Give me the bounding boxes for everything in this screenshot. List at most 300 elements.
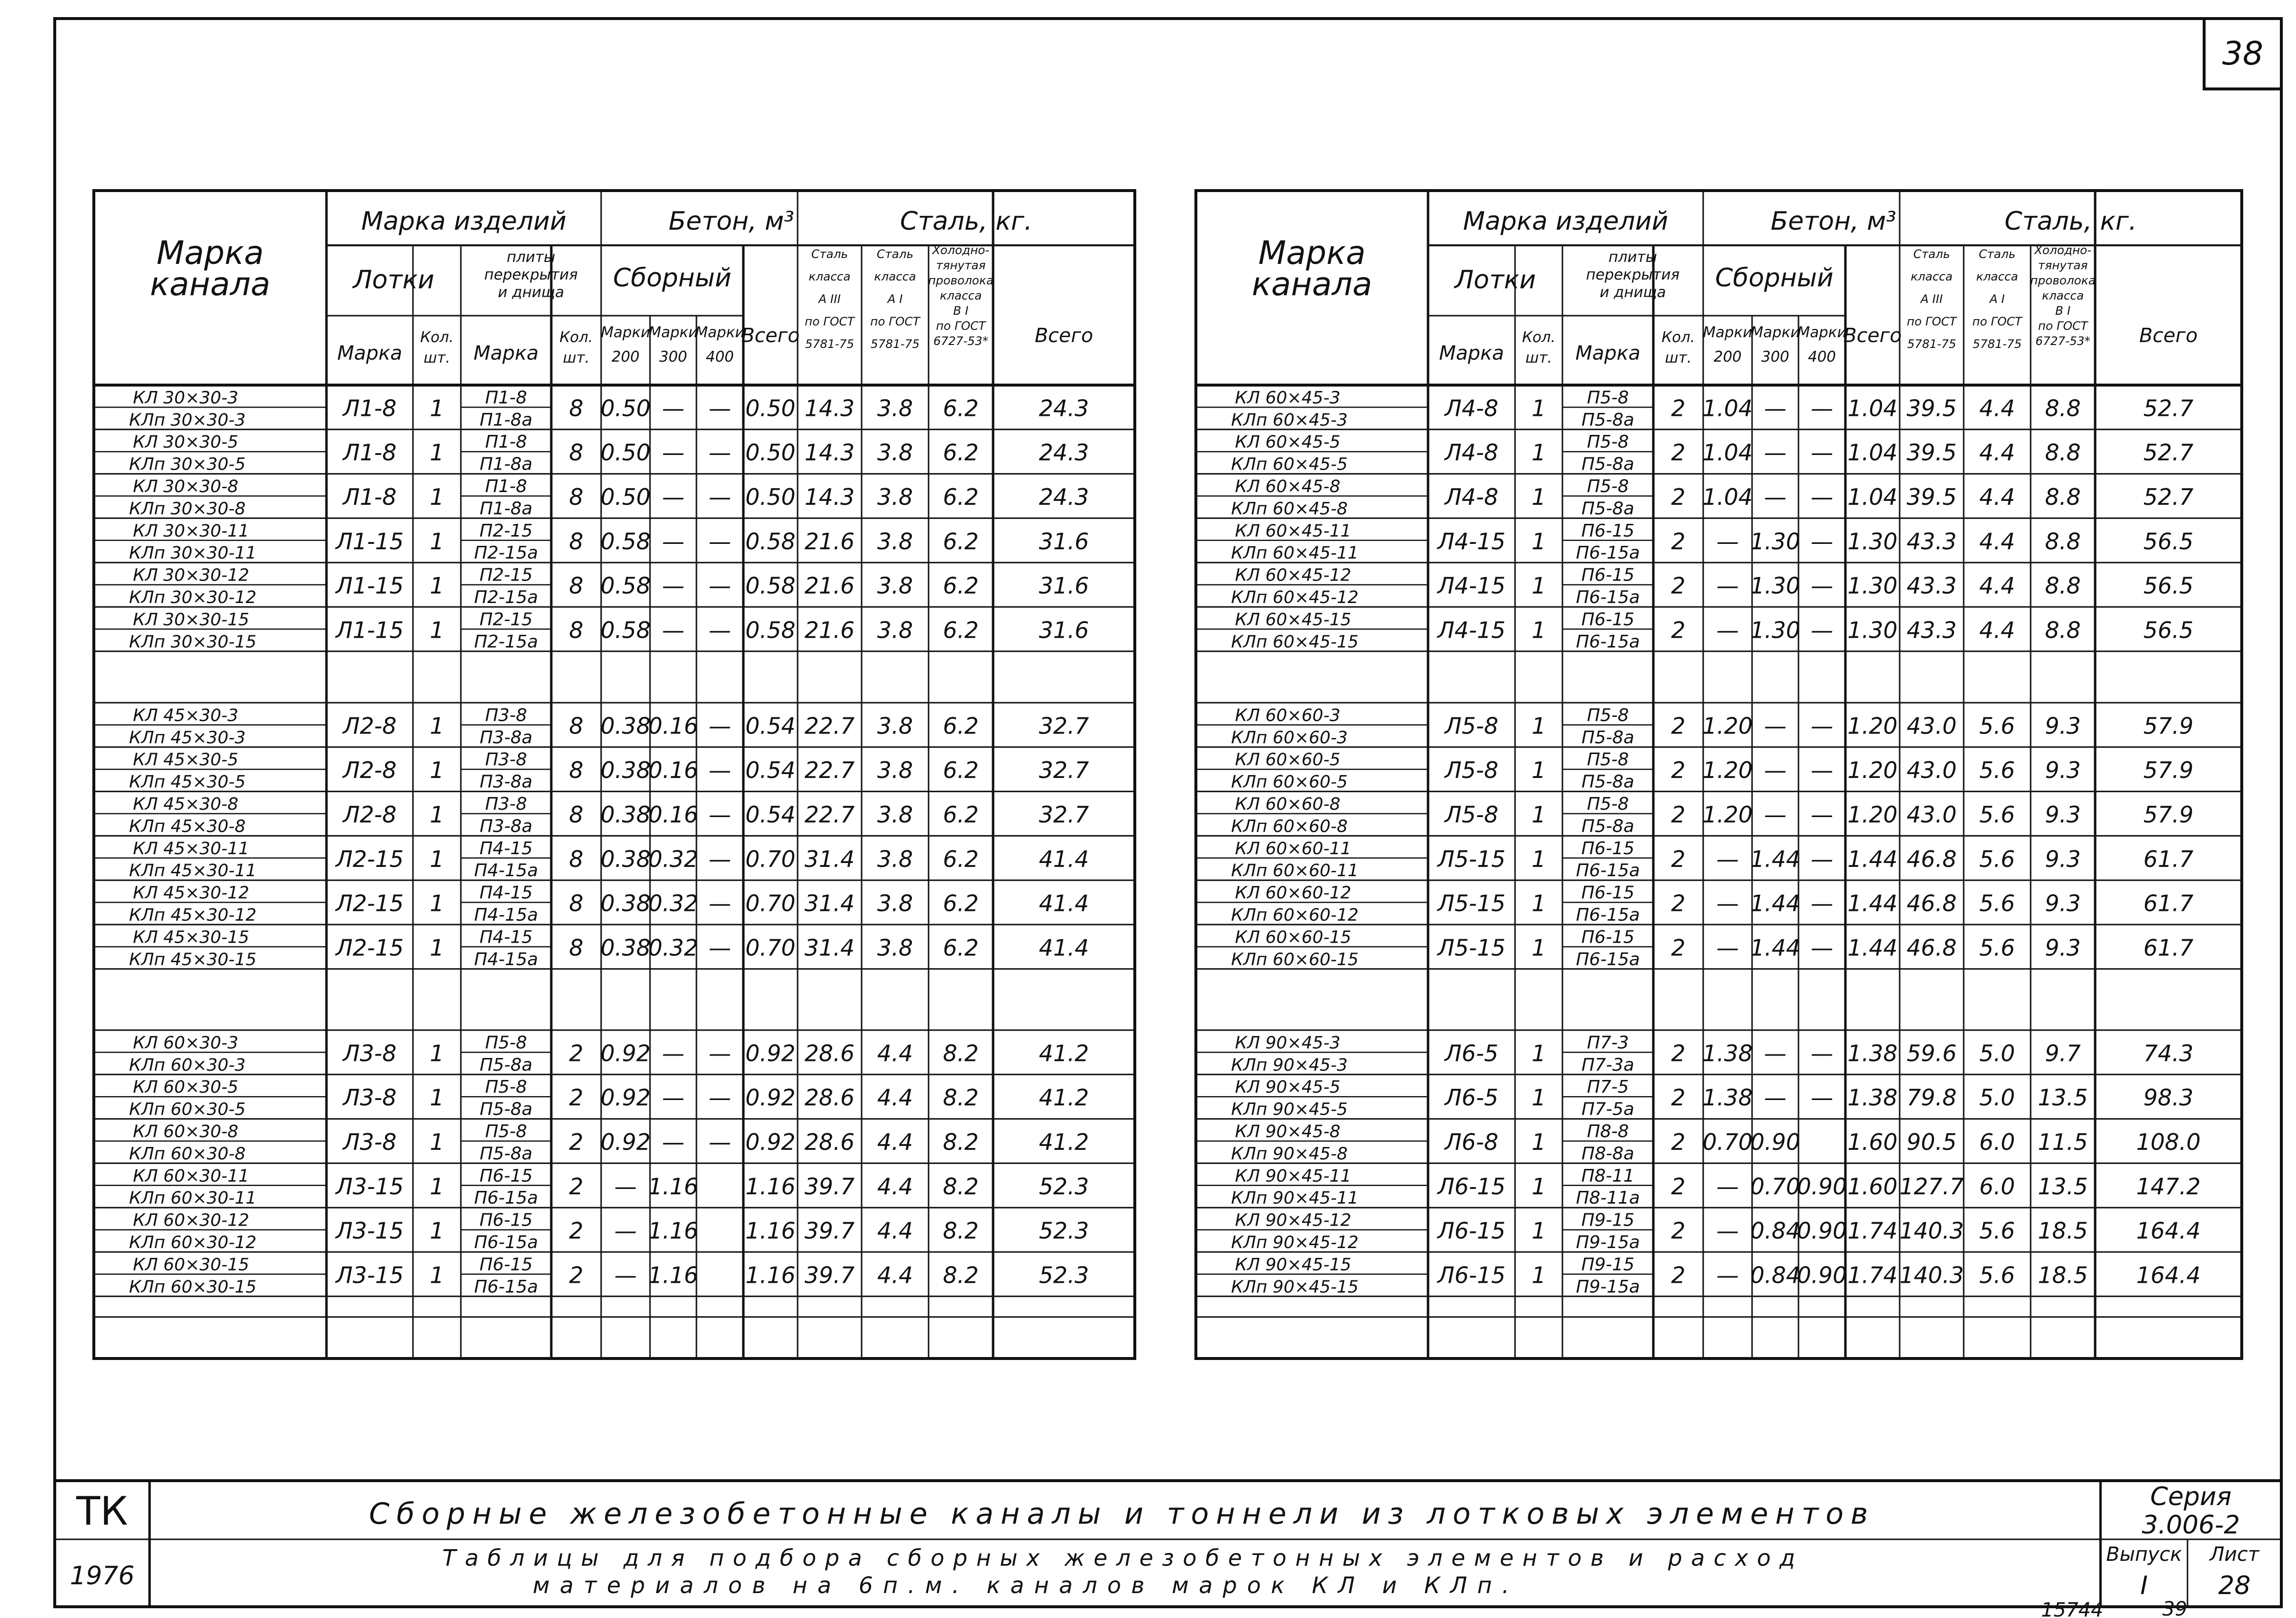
tray-qty: 1 bbox=[1531, 712, 1546, 739]
canal-mark: КЛп 45×30-15 bbox=[129, 949, 257, 970]
concrete-300: 1.16 bbox=[648, 1173, 698, 1200]
concrete-400: — bbox=[1811, 890, 1833, 917]
header-slabs: перекрытия bbox=[1586, 266, 1680, 283]
steel-wire: 13.5 bbox=[2037, 1084, 2088, 1111]
canal-mark: КЛп 30×30-11 bbox=[129, 543, 257, 563]
steel-a1: 3.8 bbox=[877, 484, 913, 510]
concrete-400: — bbox=[1811, 801, 1833, 828]
tray-mark: Л5-15 bbox=[1437, 845, 1506, 872]
header-slabs: и днища bbox=[498, 284, 564, 301]
steel-a1: 4.4 bbox=[877, 1173, 913, 1200]
canal-mark: КЛ 45×30-12 bbox=[133, 883, 249, 903]
canal-mark: КЛ 60×60-11 bbox=[1235, 839, 1351, 859]
slab-qty: 8 bbox=[569, 845, 584, 872]
concrete-total: 1.04 bbox=[1847, 439, 1898, 466]
steel-a3: 28.6 bbox=[804, 1084, 855, 1111]
header-grade-200: Марки bbox=[601, 324, 650, 341]
concrete-200: — bbox=[1716, 890, 1739, 917]
canal-mark: КЛ 60×45-3 bbox=[1235, 388, 1341, 408]
steel-total: 24.3 bbox=[1039, 395, 1089, 422]
steel-a1: 6.0 bbox=[1979, 1129, 2015, 1155]
steel-a3: 14.3 bbox=[804, 395, 855, 422]
steel-wire: 6.2 bbox=[943, 801, 979, 828]
header-steel-wire: по ГОСТ bbox=[936, 319, 986, 333]
tray-qty: 1 bbox=[430, 890, 444, 917]
concrete-total: 1.60 bbox=[1847, 1173, 1898, 1200]
steel-a1: 4.4 bbox=[1979, 484, 2015, 510]
header-grade-200: 200 bbox=[611, 348, 640, 366]
tray-mark: Л5-8 bbox=[1445, 712, 1498, 739]
concrete-total: 1.44 bbox=[1847, 890, 1898, 917]
sheet-label: Лист bbox=[2209, 1543, 2259, 1566]
steel-wire: 6.2 bbox=[943, 617, 979, 644]
header-steel-a3: Сталь bbox=[811, 247, 848, 261]
concrete-200: 0.38 bbox=[600, 757, 651, 784]
steel-total: 24.3 bbox=[1039, 484, 1089, 510]
tray-qty: 1 bbox=[1531, 890, 1546, 917]
steel-wire: 6.2 bbox=[943, 757, 979, 784]
canal-mark: КЛп 90×45-5 bbox=[1231, 1100, 1348, 1120]
canal-mark: КЛ 60×45-11 bbox=[1235, 521, 1351, 541]
concrete-total: 1.30 bbox=[1847, 528, 1898, 555]
steel-a1: 5.6 bbox=[1979, 801, 2015, 828]
header-steel-total: Всего bbox=[2139, 324, 2198, 347]
canal-mark: КЛп 90×45-12 bbox=[1231, 1233, 1359, 1252]
concrete-200: 0.38 bbox=[600, 845, 651, 872]
tray-qty: 1 bbox=[1531, 1217, 1546, 1244]
tray-qty: 1 bbox=[1531, 801, 1546, 828]
tray-mark: Л4-15 bbox=[1437, 528, 1506, 555]
header-slabs: перекрытия bbox=[484, 266, 578, 283]
header-steel-a3: класса bbox=[1910, 270, 1953, 283]
concrete-200: 0.38 bbox=[600, 801, 651, 828]
steel-total: 32.7 bbox=[1039, 712, 1089, 739]
concrete-total: 1.60 bbox=[1847, 1129, 1898, 1155]
concrete-300: 0.16 bbox=[648, 712, 698, 739]
concrete-200: 0.50 bbox=[600, 395, 651, 422]
canal-mark: КЛ 45×30-8 bbox=[133, 795, 238, 814]
steel-wire: 8.8 bbox=[2045, 395, 2081, 422]
concrete-total: 1.44 bbox=[1847, 934, 1898, 961]
header-steel-wire: класса bbox=[940, 289, 982, 302]
canal-mark: КЛп 60×45-12 bbox=[1231, 588, 1359, 607]
slab-qty: 2 bbox=[1671, 1084, 1686, 1111]
canal-mark: КЛ 60×30-8 bbox=[133, 1122, 238, 1142]
steel-wire: 6.2 bbox=[943, 572, 979, 599]
header-steel-a1: класса bbox=[1976, 270, 2018, 283]
tray-qty: 1 bbox=[1531, 1173, 1546, 1200]
slab-mark: П6-15а bbox=[1576, 631, 1640, 652]
canal-mark: КЛ 45×30-5 bbox=[133, 750, 238, 770]
header-tray-qty: Кол. bbox=[1522, 329, 1556, 346]
tray-qty: 1 bbox=[1531, 757, 1546, 784]
tray-qty: 1 bbox=[430, 395, 444, 422]
slab-qty: 8 bbox=[569, 439, 584, 466]
canal-mark: КЛп 90×45-11 bbox=[1231, 1188, 1359, 1208]
canal-mark: КЛ 30×30-11 bbox=[133, 521, 249, 541]
sheet-subtitle-line1: Таблицы для подбора сборных железобетонных элементов и расход bbox=[442, 1545, 1796, 1571]
slab-qty: 2 bbox=[1671, 757, 1686, 784]
concrete-300: 1.16 bbox=[648, 1217, 698, 1244]
slab-mark: П6-15 bbox=[1581, 927, 1635, 948]
header-canal-mark: канала bbox=[150, 265, 271, 303]
header-slabs: плиты bbox=[1608, 249, 1657, 266]
steel-wire: 9.3 bbox=[2045, 757, 2081, 784]
tray-qty: 1 bbox=[1531, 572, 1546, 599]
concrete-200: — bbox=[1716, 617, 1739, 644]
steel-wire: 8.8 bbox=[2045, 617, 2081, 644]
steel-wire: 11.5 bbox=[2037, 1129, 2088, 1155]
canal-mark: КЛп 45×30-5 bbox=[129, 772, 246, 792]
concrete-300: — bbox=[1764, 484, 1787, 510]
steel-total: 52.7 bbox=[2143, 484, 2194, 510]
steel-a1: 3.8 bbox=[877, 572, 913, 599]
header-canal-mark: канала bbox=[1252, 265, 1372, 303]
steel-a1: 5.0 bbox=[1979, 1040, 2015, 1067]
steel-total: 57.9 bbox=[2143, 757, 2194, 784]
header-tray-qty: шт. bbox=[1525, 349, 1552, 367]
steel-total: 98.3 bbox=[2143, 1084, 2194, 1111]
steel-total: 56.5 bbox=[2143, 528, 2194, 555]
header-grade-400: Марки bbox=[1797, 324, 1847, 341]
header-steel-wire: B I bbox=[2055, 304, 2071, 318]
steel-a3: 39.5 bbox=[1906, 439, 1957, 466]
slab-mark: П6-15 bbox=[1581, 565, 1635, 585]
concrete-300: 0.84 bbox=[1750, 1217, 1800, 1244]
tray-mark: Л6-5 bbox=[1445, 1040, 1498, 1067]
concrete-300: — bbox=[662, 439, 685, 466]
steel-a3: 46.8 bbox=[1906, 845, 1957, 872]
canal-mark: КЛ 60×60-12 bbox=[1235, 883, 1351, 903]
header-steel-wire: Холодно- bbox=[932, 243, 990, 257]
slab-qty: 2 bbox=[1671, 712, 1686, 739]
steel-a3: 22.7 bbox=[804, 801, 855, 828]
steel-total: 31.6 bbox=[1039, 528, 1089, 555]
slab-mark: П7-3а bbox=[1581, 1055, 1634, 1075]
steel-a1: 4.4 bbox=[1979, 617, 2015, 644]
slab-qty: 2 bbox=[1671, 484, 1686, 510]
steel-a1: 3.8 bbox=[877, 801, 913, 828]
slab-mark: П5-8а bbox=[1581, 498, 1634, 519]
slab-qty: 8 bbox=[569, 528, 584, 555]
concrete-400: — bbox=[709, 1040, 731, 1067]
steel-a3: 79.8 bbox=[1906, 1084, 1957, 1111]
slab-mark: П6-15 bbox=[1581, 520, 1635, 541]
canal-mark: КЛп 60×45-11 bbox=[1231, 543, 1359, 563]
slab-qty: 8 bbox=[569, 572, 584, 599]
canal-mark: КЛп 45×30-12 bbox=[129, 906, 257, 925]
tray-mark: Л6-15 bbox=[1437, 1173, 1506, 1200]
concrete-total: 0.70 bbox=[745, 890, 796, 917]
header-slab-qty: шт. bbox=[563, 349, 590, 367]
canal-mark: КЛп 60×60-8 bbox=[1231, 817, 1348, 837]
header-precast: Сборный bbox=[613, 263, 732, 293]
concrete-400: — bbox=[709, 801, 731, 828]
steel-a3: 22.7 bbox=[804, 757, 855, 784]
steel-total: 147.2 bbox=[2136, 1173, 2201, 1200]
canal-mark: КЛп 45×30-3 bbox=[129, 728, 246, 748]
slab-mark: П4-15 bbox=[479, 927, 533, 948]
concrete-200: — bbox=[1716, 1173, 1739, 1200]
concrete-400: — bbox=[709, 845, 731, 872]
concrete-200: — bbox=[1716, 934, 1739, 961]
header-grade-300: 300 bbox=[1761, 348, 1790, 366]
steel-wire: 6.2 bbox=[943, 845, 979, 872]
slab-mark: П5-8а bbox=[479, 1143, 533, 1164]
slab-mark: П6-15 bbox=[479, 1165, 533, 1186]
slab-mark: П5-8 bbox=[485, 1077, 527, 1098]
slab-mark: П2-15а bbox=[474, 543, 538, 563]
steel-a1: 5.6 bbox=[1979, 890, 2015, 917]
concrete-200: 0.50 bbox=[600, 439, 651, 466]
steel-wire: 9.7 bbox=[2045, 1040, 2081, 1067]
concrete-300: 1.30 bbox=[1750, 572, 1800, 599]
steel-total: 57.9 bbox=[2143, 712, 2194, 739]
footer-sheet-number: 39 bbox=[2162, 1598, 2188, 1618]
concrete-400: — bbox=[709, 934, 731, 961]
concrete-400: — bbox=[709, 439, 731, 466]
tray-qty: 1 bbox=[430, 757, 444, 784]
steel-total: 41.4 bbox=[1039, 845, 1089, 872]
slab-mark: П6-15 bbox=[479, 1254, 533, 1275]
tray-mark: Л3-8 bbox=[343, 1040, 397, 1067]
concrete-400: — bbox=[1811, 712, 1833, 739]
slab-qty: 2 bbox=[569, 1173, 584, 1200]
steel-a1: 5.6 bbox=[1979, 757, 2015, 784]
header-canal-mark: Марка bbox=[156, 234, 264, 272]
concrete-400: 0.90 bbox=[1797, 1262, 1847, 1289]
concrete-total: 0.70 bbox=[745, 845, 796, 872]
slab-mark: П1-8а bbox=[479, 498, 533, 519]
canal-mark: КЛ 30×30-5 bbox=[133, 432, 238, 453]
concrete-300: 0.32 bbox=[648, 890, 698, 917]
header-slab-qty: шт. bbox=[1665, 349, 1692, 367]
concrete-200: 1.20 bbox=[1702, 757, 1753, 784]
slab-mark: П7-5а bbox=[1581, 1099, 1634, 1120]
slab-mark: П6-15а bbox=[1576, 587, 1640, 607]
steel-a1: 3.8 bbox=[877, 528, 913, 555]
concrete-total: 1.38 bbox=[1847, 1084, 1898, 1111]
page-number: 38 bbox=[2222, 35, 2263, 72]
steel-a1: 4.4 bbox=[1979, 439, 2015, 466]
slab-qty: 2 bbox=[1671, 934, 1686, 961]
slab-mark: П5-8а bbox=[479, 1099, 533, 1120]
slab-mark: П5-8а bbox=[1581, 772, 1634, 792]
steel-a1: 4.4 bbox=[877, 1084, 913, 1111]
slab-mark: П6-15а bbox=[474, 1188, 538, 1208]
steel-wire: 8.8 bbox=[2045, 439, 2081, 466]
slab-qty: 2 bbox=[569, 1129, 584, 1155]
concrete-400: — bbox=[709, 484, 731, 510]
concrete-400: — bbox=[709, 890, 731, 917]
slab-mark: П5-8а bbox=[479, 1055, 533, 1075]
steel-a3: 21.6 bbox=[804, 572, 855, 599]
header-trays: Лотки bbox=[353, 265, 434, 295]
tray-qty: 1 bbox=[430, 712, 444, 739]
steel-wire: 9.3 bbox=[2045, 801, 2081, 828]
steel-a3: 59.6 bbox=[1906, 1040, 1957, 1067]
steel-a1: 5.6 bbox=[1979, 1262, 2015, 1289]
steel-wire: 6.2 bbox=[943, 890, 979, 917]
concrete-total: 0.92 bbox=[745, 1040, 796, 1067]
steel-wire: 6.2 bbox=[943, 934, 979, 961]
concrete-300: — bbox=[662, 1084, 685, 1111]
steel-wire: 8.8 bbox=[2045, 528, 2081, 555]
canal-mark: КЛ 45×30-3 bbox=[133, 706, 238, 726]
concrete-200: 0.38 bbox=[600, 934, 651, 961]
header-steel-a1: Сталь bbox=[877, 247, 913, 261]
canal-mark: КЛ 60×30-3 bbox=[133, 1033, 238, 1053]
concrete-total: 0.54 bbox=[745, 801, 796, 828]
concrete-300: — bbox=[662, 484, 685, 510]
tray-mark: Л3-15 bbox=[336, 1173, 404, 1200]
canal-mark: КЛ 90×45-3 bbox=[1235, 1033, 1341, 1053]
tray-mark: Л1-15 bbox=[336, 528, 404, 555]
canal-mark: КЛ 60×45-12 bbox=[1235, 565, 1351, 585]
steel-total: 52.3 bbox=[1039, 1217, 1089, 1244]
slab-qty: 2 bbox=[1671, 395, 1686, 422]
steel-total: 56.5 bbox=[2143, 572, 2194, 599]
slab-qty: 8 bbox=[569, 712, 584, 739]
canal-mark: КЛп 90×45-3 bbox=[1231, 1055, 1348, 1075]
steel-a1: 4.4 bbox=[877, 1040, 913, 1067]
tray-qty: 1 bbox=[430, 1129, 444, 1155]
concrete-total: 1.04 bbox=[1847, 395, 1898, 422]
header-steel: Сталь, кг. bbox=[900, 207, 1033, 236]
slab-qty: 2 bbox=[1671, 801, 1686, 828]
header-steel-total: Всего bbox=[1035, 324, 1093, 347]
header-steel-a3: A III bbox=[818, 292, 841, 306]
slab-qty: 8 bbox=[569, 484, 584, 510]
steel-wire: 8.2 bbox=[943, 1173, 979, 1200]
canal-mark: КЛп 60×30-15 bbox=[129, 1277, 257, 1297]
steel-a1: 4.4 bbox=[1979, 395, 2015, 422]
steel-a1: 5.6 bbox=[1979, 1217, 2015, 1244]
tray-mark: Л3-15 bbox=[336, 1262, 404, 1289]
steel-a3: 39.7 bbox=[804, 1173, 855, 1200]
steel-total: 32.7 bbox=[1039, 801, 1089, 828]
steel-a3: 43.0 bbox=[1906, 712, 1957, 739]
canal-mark: КЛ 60×60-5 bbox=[1235, 750, 1341, 770]
concrete-200: — bbox=[614, 1173, 637, 1200]
slab-mark: П4-15а bbox=[474, 905, 538, 925]
tray-mark: Л3-8 bbox=[343, 1084, 397, 1111]
concrete-200: — bbox=[1716, 528, 1739, 555]
slab-mark: П5-8 bbox=[1587, 476, 1629, 496]
slab-mark: П3-8 bbox=[485, 750, 527, 770]
concrete-400: — bbox=[709, 757, 731, 784]
slab-mark: П6-15а bbox=[474, 1276, 538, 1297]
steel-a3: 43.0 bbox=[1906, 801, 1957, 828]
steel-total: 56.5 bbox=[2143, 617, 2194, 644]
header-concrete: Бетон, м³ bbox=[669, 207, 794, 236]
concrete-total: 1.04 bbox=[1847, 484, 1898, 510]
concrete-300: — bbox=[1764, 1084, 1787, 1111]
concrete-400: — bbox=[1811, 439, 1833, 466]
steel-total: 24.3 bbox=[1039, 439, 1089, 466]
tray-qty: 1 bbox=[1531, 528, 1546, 555]
concrete-400: — bbox=[709, 617, 731, 644]
steel-total: 41.2 bbox=[1039, 1040, 1089, 1067]
slab-mark: П5-8 bbox=[1587, 432, 1629, 453]
steel-total: 52.3 bbox=[1039, 1262, 1089, 1289]
steel-a3: 31.4 bbox=[804, 845, 855, 872]
tray-qty: 1 bbox=[1531, 1084, 1546, 1111]
canal-mark: КЛп 60×30-11 bbox=[129, 1188, 257, 1208]
concrete-300: 0.90 bbox=[1750, 1129, 1800, 1155]
tray-mark: Л4-15 bbox=[1437, 617, 1506, 644]
slab-qty: 2 bbox=[1671, 1217, 1686, 1244]
steel-a3: 22.7 bbox=[804, 712, 855, 739]
concrete-200: 0.92 bbox=[600, 1129, 651, 1155]
canal-mark: КЛп 30×30-15 bbox=[129, 632, 257, 652]
concrete-400: — bbox=[1811, 1084, 1833, 1111]
tray-qty: 1 bbox=[1531, 1129, 1546, 1155]
steel-a3: 43.3 bbox=[1906, 617, 1957, 644]
concrete-total: 0.50 bbox=[745, 439, 796, 466]
slab-mark: П6-15 bbox=[1581, 883, 1635, 903]
canal-mark: КЛп 60×45-8 bbox=[1231, 499, 1348, 519]
header-tray-mark: Марка bbox=[337, 342, 403, 365]
header-steel-a3: Сталь bbox=[1913, 247, 1950, 261]
canal-mark: КЛп 30×30-3 bbox=[129, 410, 246, 430]
tray-qty: 1 bbox=[1531, 1040, 1546, 1067]
slab-mark: П3-8 bbox=[485, 794, 527, 814]
concrete-300: — bbox=[1764, 395, 1787, 422]
canal-mark: КЛп 60×60-12 bbox=[1231, 906, 1359, 925]
slab-mark: П5-8 bbox=[1587, 705, 1629, 726]
slab-mark: П9-15а bbox=[1576, 1232, 1640, 1252]
tray-mark: Л2-15 bbox=[336, 845, 404, 872]
canal-mark: КЛ 60×30-5 bbox=[133, 1078, 238, 1098]
tray-mark: Л6-15 bbox=[1437, 1217, 1506, 1244]
canal-mark: КЛп 60×30-12 bbox=[129, 1233, 257, 1252]
slab-mark: П3-8а bbox=[479, 772, 533, 792]
canal-mark: КЛп 45×30-8 bbox=[129, 817, 246, 837]
header-grade-200: 200 bbox=[1713, 348, 1742, 366]
concrete-300: — bbox=[1764, 712, 1787, 739]
steel-a3: 90.5 bbox=[1906, 1129, 1957, 1155]
canal-mark: КЛп 30×30-8 bbox=[129, 499, 246, 519]
tray-qty: 1 bbox=[430, 528, 444, 555]
steel-wire: 6.2 bbox=[943, 528, 979, 555]
slab-mark: П5-8 bbox=[485, 1122, 527, 1142]
concrete-300: 1.30 bbox=[1750, 528, 1800, 555]
slab-mark: П9-15а bbox=[1576, 1276, 1640, 1297]
concrete-300: — bbox=[662, 617, 685, 644]
steel-wire: 8.2 bbox=[943, 1084, 979, 1111]
tray-qty: 1 bbox=[430, 1217, 444, 1244]
slab-mark: П7-3 bbox=[1587, 1033, 1629, 1053]
canal-mark: КЛп 60×60-11 bbox=[1231, 861, 1359, 881]
steel-a3: 28.6 bbox=[804, 1040, 855, 1067]
concrete-200: — bbox=[1716, 1217, 1739, 1244]
canal-mark: КЛ 30×30-8 bbox=[133, 477, 238, 496]
canal-mark: КЛ 60×60-15 bbox=[1235, 928, 1351, 948]
slab-qty: 8 bbox=[569, 801, 584, 828]
steel-wire: 8.2 bbox=[943, 1217, 979, 1244]
steel-wire: 6.2 bbox=[943, 395, 979, 422]
concrete-300: 0.32 bbox=[648, 934, 698, 961]
concrete-total: 1.16 bbox=[745, 1262, 796, 1289]
slab-mark: П1-8 bbox=[485, 388, 527, 408]
tray-mark: Л2-8 bbox=[343, 712, 397, 739]
concrete-400: — bbox=[1811, 617, 1833, 644]
tray-qty: 1 bbox=[1531, 1262, 1546, 1289]
slab-mark: П4-15а bbox=[474, 949, 538, 970]
concrete-total: 1.20 bbox=[1847, 801, 1898, 828]
canal-mark: КЛп 60×60-15 bbox=[1231, 949, 1359, 970]
